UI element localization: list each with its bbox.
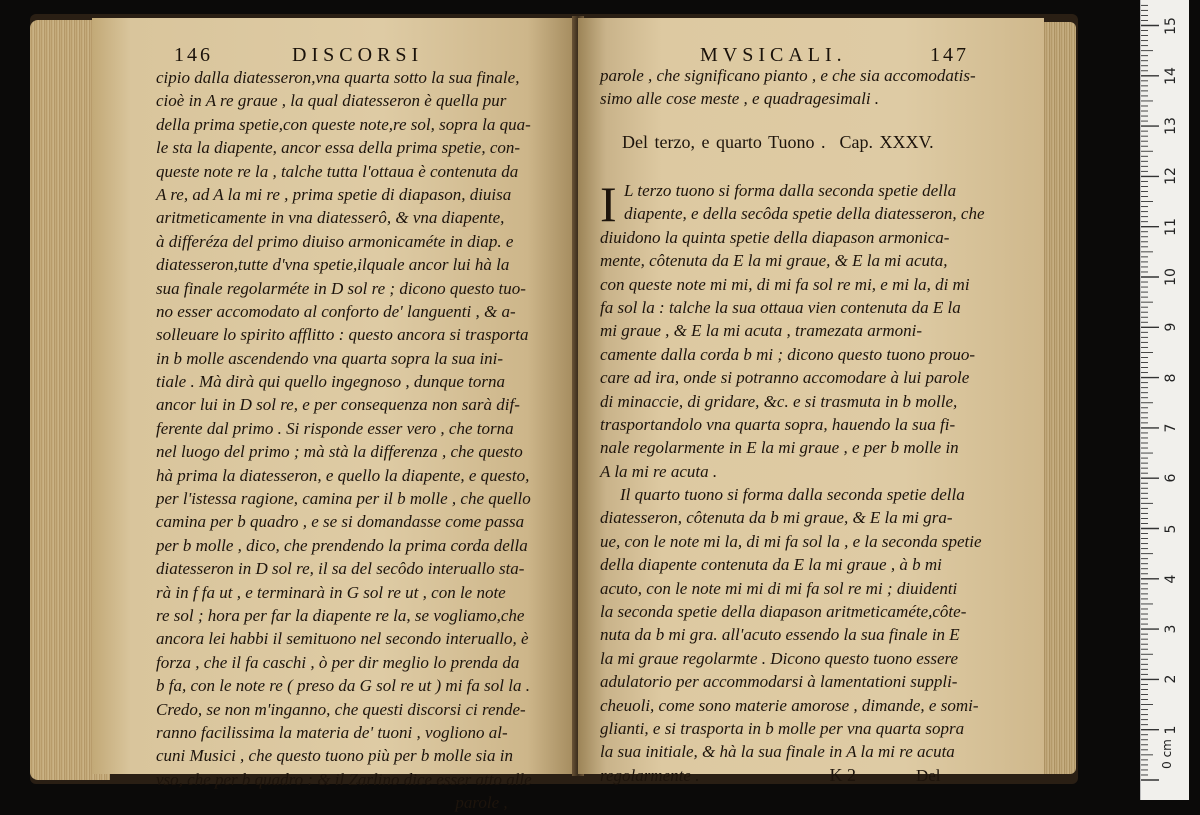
ruler-label: 13	[1163, 117, 1179, 136]
text-line: la seconda spetie della diapason aritmeticaméte,côte-	[600, 602, 967, 622]
last-line-text: regolarmente .	[600, 765, 700, 785]
text-line: nel luogo del primo ; mà stà la differenza , che questo	[156, 442, 523, 462]
text-line: della diapente contenuta da E la mi graue , à b mi	[600, 555, 942, 575]
text-line: ue, con le note mi la, di mi fa sol la , e la seconda spetie	[600, 531, 982, 551]
text-line: Credo, se non m'inganno, che questi discorsi ci rende-	[156, 699, 526, 719]
text-line: nale regolarmente in E la mi graue , e per b molle in	[600, 438, 959, 458]
chapter-heading-title: Del terzo, e quarto Tuono .	[622, 132, 826, 152]
text-line: trasportandolo vna quarta sopra, hauendo la sua fi-	[600, 414, 956, 434]
right-page-edges	[1040, 22, 1076, 774]
ruler-unit-label: 0 cm	[1160, 739, 1174, 769]
text-line: cipio dalla diatesseron,vna quarta sotto la sua finale,	[156, 68, 520, 87]
ruler-label: 12	[1163, 167, 1179, 186]
chapter-heading	[622, 132, 934, 153]
text-line: simo alle cose meste , e quadragesimali .	[600, 89, 880, 109]
ruler-label: 6	[1163, 473, 1179, 483]
text-line: queste note re la , talche tutta l'ottaua è contenuta da	[156, 161, 519, 181]
ruler-label: 2	[1163, 674, 1179, 684]
text-line: hà prima la diatesseron, e quello la diapente, e questo,	[156, 465, 530, 485]
ruler-label: 1	[1163, 725, 1179, 735]
ruler-label: 5	[1163, 524, 1179, 533]
text-line: con queste note mi mi, di mi fa sol re mi, e mi la, di mi	[600, 274, 970, 294]
ruler-label: 9	[1163, 322, 1179, 332]
text-line: ranno facilissima la materia de' tuoni , vogliono al-	[156, 722, 508, 742]
text-line: mi graue , & E la mi acuta , tramezata armoni-	[600, 321, 923, 341]
text-line: diatesseron,tutte d'vna spetie,ilquale ancor lui hà la	[156, 255, 510, 275]
text-line: ferente dal primo . Si risponde esser vero , che torna	[156, 418, 514, 438]
text-line: rà in f fa ut , e terminarà in G sol re ut , con le note	[156, 582, 506, 602]
ruler-label: 8	[1163, 373, 1179, 383]
text-line: à differéza del primo diuiso armonicaméte in diap. e	[156, 231, 514, 251]
text-line: camina per b quadro , e se si domandasse come passa	[156, 512, 525, 532]
drop-cap: I	[600, 176, 617, 232]
right-running-title: MVSICALI.	[700, 44, 847, 66]
text-line: ancora lei habbi il semituono nel secondo interuallo, è	[156, 629, 529, 649]
text-line: L terzo tuono si forma dalla seconda spetie della	[624, 181, 957, 200]
right-page-body	[600, 176, 985, 787]
text-line: solleuare lo spirito afflitto : questo ancora si trasporta	[156, 325, 529, 345]
text-line: cioè in A re graue , la qual diatesseron è quella pur	[156, 91, 507, 111]
left-page	[92, 18, 576, 813]
text-line: cheuoli, come sono materie amorose , dimande, e somi-	[600, 695, 979, 715]
ruler-label: 15	[1163, 16, 1179, 35]
text-line: diatesseron, côtenuta da b mi graue, & E la mi gra-	[600, 508, 953, 528]
ruler-label: 7	[1163, 423, 1179, 433]
text-line: parole , che significano pianto , e che sia accomodatis-	[600, 66, 976, 85]
signature-mark: K 2	[829, 764, 856, 785]
text-line: no esser accomodato al conforto de' languenti , & a-	[156, 301, 516, 321]
right-page-number: 147	[930, 44, 969, 66]
text-line: re sol ; hora per far la diapente re la, se vogliamo,che	[156, 605, 525, 625]
text-line: care ad ira, onde si potranno accomodare à lui parole	[600, 368, 970, 388]
ruler-label: 3	[1163, 624, 1179, 634]
right-page-top-text	[600, 64, 976, 111]
right-catchword: Del	[915, 765, 941, 785]
paragraph-third-tone	[600, 176, 985, 483]
text-line: Il quarto tuono si forma dalla seconda spetie della	[620, 485, 965, 505]
left-running-title: DISCORSI	[292, 44, 424, 66]
text-line: adulatorio per accommodarsi à lamentationi suppli-	[600, 672, 958, 692]
right-page	[578, 18, 1044, 785]
left-catchword: parole ,	[455, 793, 508, 813]
text-line: forza , che il fa caschi , ò per dir meglio lo prenda da	[156, 652, 520, 672]
left-page-text	[156, 66, 532, 815]
text-line: vso, che per b quadro : & il Zarlino dice esser atto alle	[156, 769, 532, 789]
text-line: della prima spetie,con queste note,re sol, sopra la qua-	[156, 114, 531, 134]
text-line: camente dalla corda b mi ; dicono questo tuono prouo-	[600, 344, 976, 364]
text-line: A la mi re acuta .	[600, 461, 718, 481]
text-line: acuto, con le note mi mi di mi fa sol re mi ; diuidenti	[600, 578, 958, 598]
text-line: b fa, con le note re ( preso da G sol re ut ) mi fa sol la .	[156, 676, 530, 696]
left-page-number: 146	[174, 44, 213, 66]
text-line: A re, ad A la mi re , prima spetie di diapason, diuisa	[156, 184, 512, 204]
text-line: per l'istessa ragione, camina per il b molle , che quello	[156, 489, 531, 509]
paragraph-fourth-tone	[600, 483, 985, 764]
chapter-number: Cap. XXXV.	[839, 132, 934, 152]
measurement-ruler	[1140, 0, 1189, 800]
text-line: in b molle ascendendo vna quarta sopra la sua ini-	[156, 348, 504, 368]
ruler-label: 10	[1163, 268, 1179, 286]
text-line: la mi graue regolarmte . Dicono questo tuono essere	[600, 648, 959, 668]
text-line: diuidono la quinta spetie della diapason armonica-	[600, 227, 950, 247]
right-last-line	[600, 764, 985, 787]
text-line: fa sol la : talche la sua ottaua vien contenuta da E la	[600, 297, 961, 317]
ruler-label: 11	[1163, 217, 1179, 236]
text-line: mente, côtenuta da E la mi graue, & E la mi acuta,	[600, 251, 948, 271]
text-line: di minaccie, di gridare, &c. e si trasmuta in b molle,	[600, 391, 958, 411]
text-line: tiale . Mà dirà qui quello ingegnoso , dunque torna	[156, 372, 505, 392]
text-line: aritmeticamente in vna diatesserô, & vna diapente,	[156, 208, 505, 228]
text-line: ancor lui in D sol re, e per consequenza non sarà dif-	[156, 395, 520, 415]
text-line: diatesseron in D sol re, il sa del secôdo interuallo sta-	[156, 559, 525, 579]
ruler-label: 4	[1163, 574, 1179, 584]
text-line: glianti, e si trasporta in b molle per vna quarta sopra	[600, 718, 965, 738]
text-line: la sua initiale, & hà la sua finale in A la mi re acuta	[600, 742, 955, 762]
text-line: le sta la diapente, ancor essa della prima spetie, con-	[156, 138, 521, 158]
text-line: cuni Musici , che questo tuono più per b molle sia in	[156, 746, 513, 766]
text-line: per b molle , dico, che prendendo la prima corda della	[156, 535, 528, 555]
text-line: nuta da b mi gra. all'acuto essendo la sua finale in E	[600, 625, 960, 645]
text-line: diapente, e della secôda spetie della diatesseron, che	[624, 204, 985, 224]
text-line: sua finale regolarméte in D sol re ; dicono questo tuo-	[156, 278, 526, 298]
ruler-label: 14	[1163, 66, 1179, 85]
